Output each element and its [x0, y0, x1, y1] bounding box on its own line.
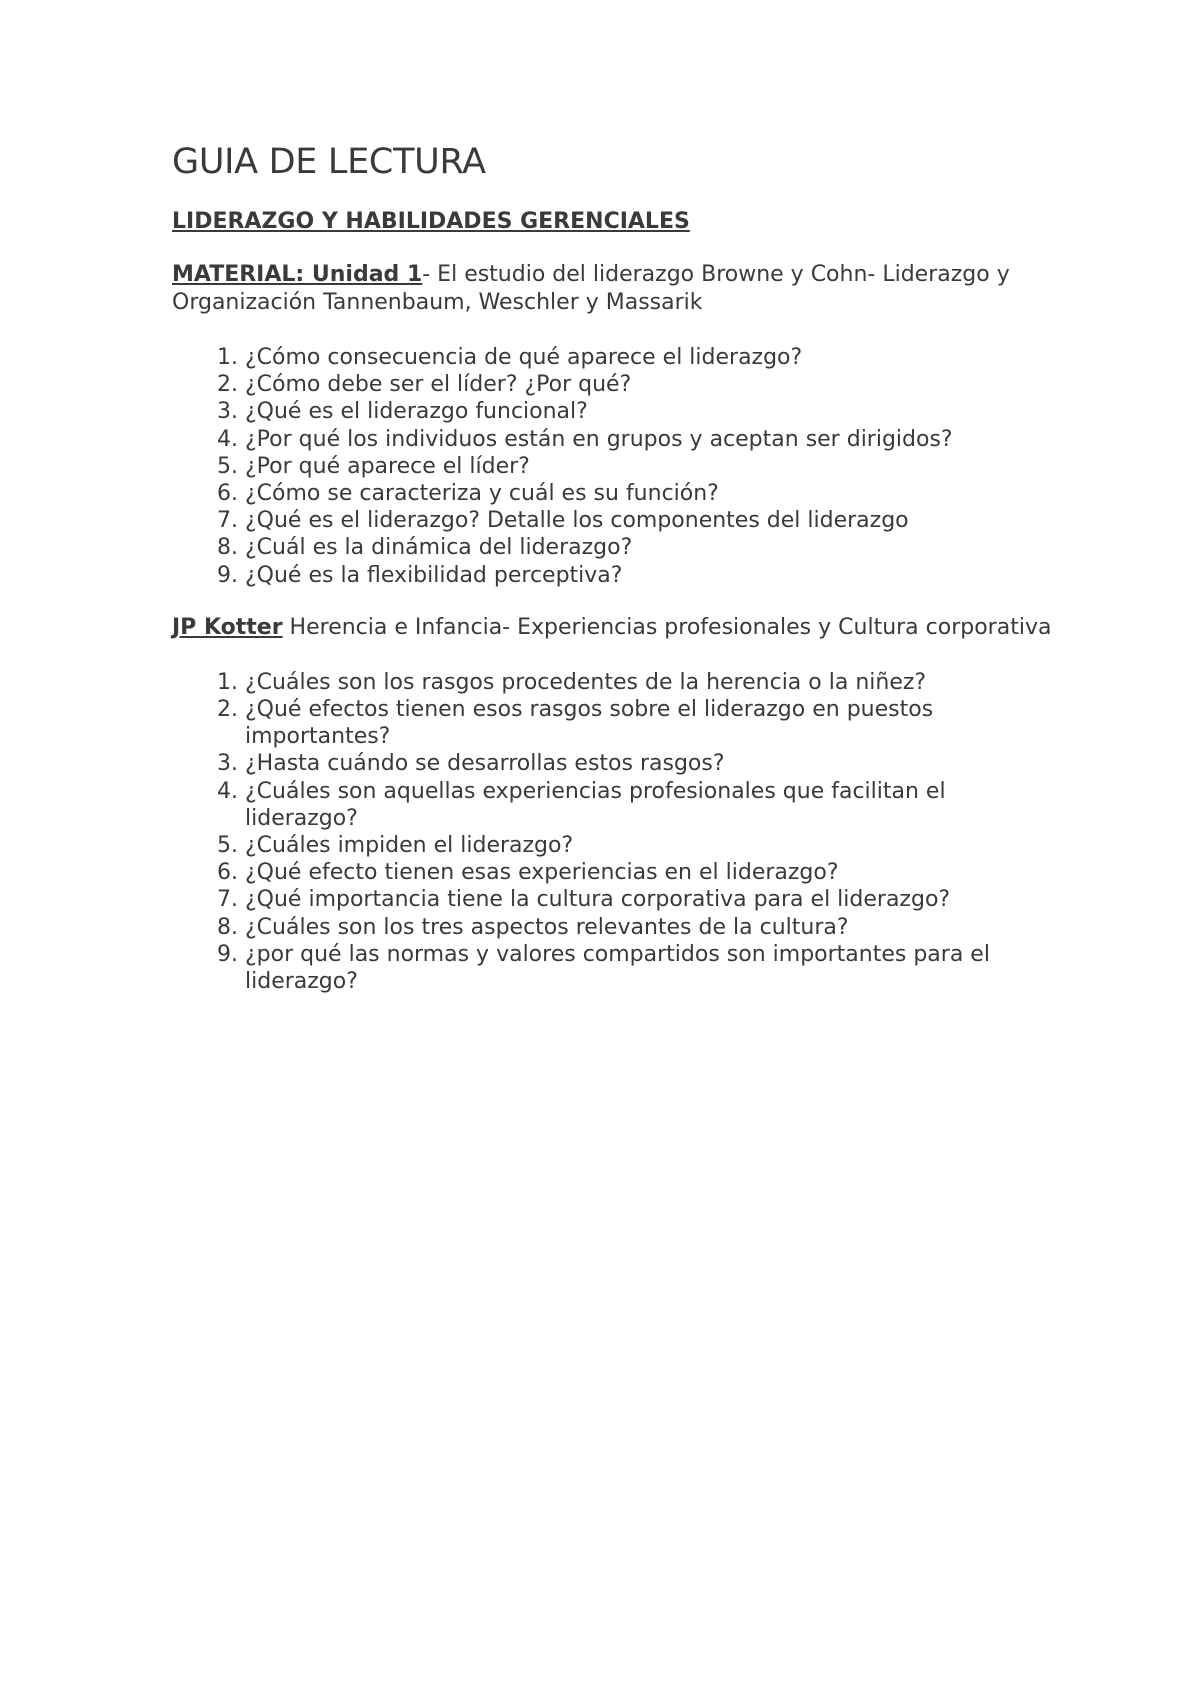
question-item: 7. ¿Qué importancia tiene la cultura corporativa para el liderazgo?: [245, 886, 1052, 913]
question-item: 6. ¿Qué efecto tienen esas experiencias en el liderazgo?: [245, 859, 1052, 886]
question-item: 3. ¿Hasta cuándo se desarrollas estos rasgos?: [245, 750, 1052, 777]
question-item: 1. ¿Cuáles son los rasgos procedentes de la herencia o la niñez?: [245, 669, 1052, 696]
question-list: [172, 344, 1052, 589]
question-item: 4. ¿Cuáles son aquellas experiencias profesionales que facilitan el liderazgo?: [245, 778, 1052, 832]
document-page: [172, 140, 1052, 995]
document-title: GUIA DE LECTURA: [172, 142, 486, 182]
question-item: 9. ¿Qué es la flexibilidad perceptiva?: [245, 562, 1052, 589]
question-item: 7. ¿Qué es el liderazgo? Detalle los componentes del liderazgo: [245, 507, 1052, 534]
question-item: 6. ¿Cómo se caracteriza y cuál es su función?: [245, 480, 1052, 507]
question-item: 1. ¿Cómo consecuencia de qué aparece el liderazgo?: [245, 344, 1052, 371]
question-item: 5. ¿Por qué aparece el líder?: [245, 453, 1052, 480]
section-heading: [172, 614, 1052, 642]
section-jp-kotter: [172, 614, 1052, 995]
question-item: 9. ¿por qué las normas y valores compartidos son importantes para el liderazgo?: [245, 941, 1052, 995]
question-item: 8. ¿Cuáles son los tres aspectos relevantes de la cultura?: [245, 914, 1052, 941]
question-item: 5. ¿Cuáles impiden el liderazgo?: [245, 832, 1052, 859]
question-item: 4. ¿Por qué los individuos están en grupos y aceptan ser dirigidos?: [245, 426, 1052, 453]
question-item: 2. ¿Qué efectos tienen esos rasgos sobre el liderazgo en puestos importantes?: [245, 696, 1052, 750]
section-unidad-1: [172, 261, 1052, 589]
question-list: [172, 669, 1052, 995]
section-description: - El estudio del liderazgo Browne y Cohn- Liderazgo y Organización Tannenbaum, Weschler y Massarik: [172, 262, 1010, 315]
section-description: Herencia e Infancia- Experiencias profesionales y Cultura corporativa: [282, 614, 1052, 640]
section-heading: [172, 261, 1052, 317]
section-label: MATERIAL: Unidad 1: [172, 262, 423, 287]
question-item: 2. ¿Cómo debe ser el líder? ¿Por qué?: [245, 371, 1052, 398]
question-item: 8. ¿Cuál es la dinámica del liderazgo?: [245, 534, 1052, 561]
section-label: JP Kotter: [172, 614, 283, 640]
question-item: 3. ¿Qué es el liderazgo funcional?: [245, 398, 1052, 425]
subject-heading: LIDERAZGO Y HABILIDADES GERENCIALES: [172, 209, 690, 234]
